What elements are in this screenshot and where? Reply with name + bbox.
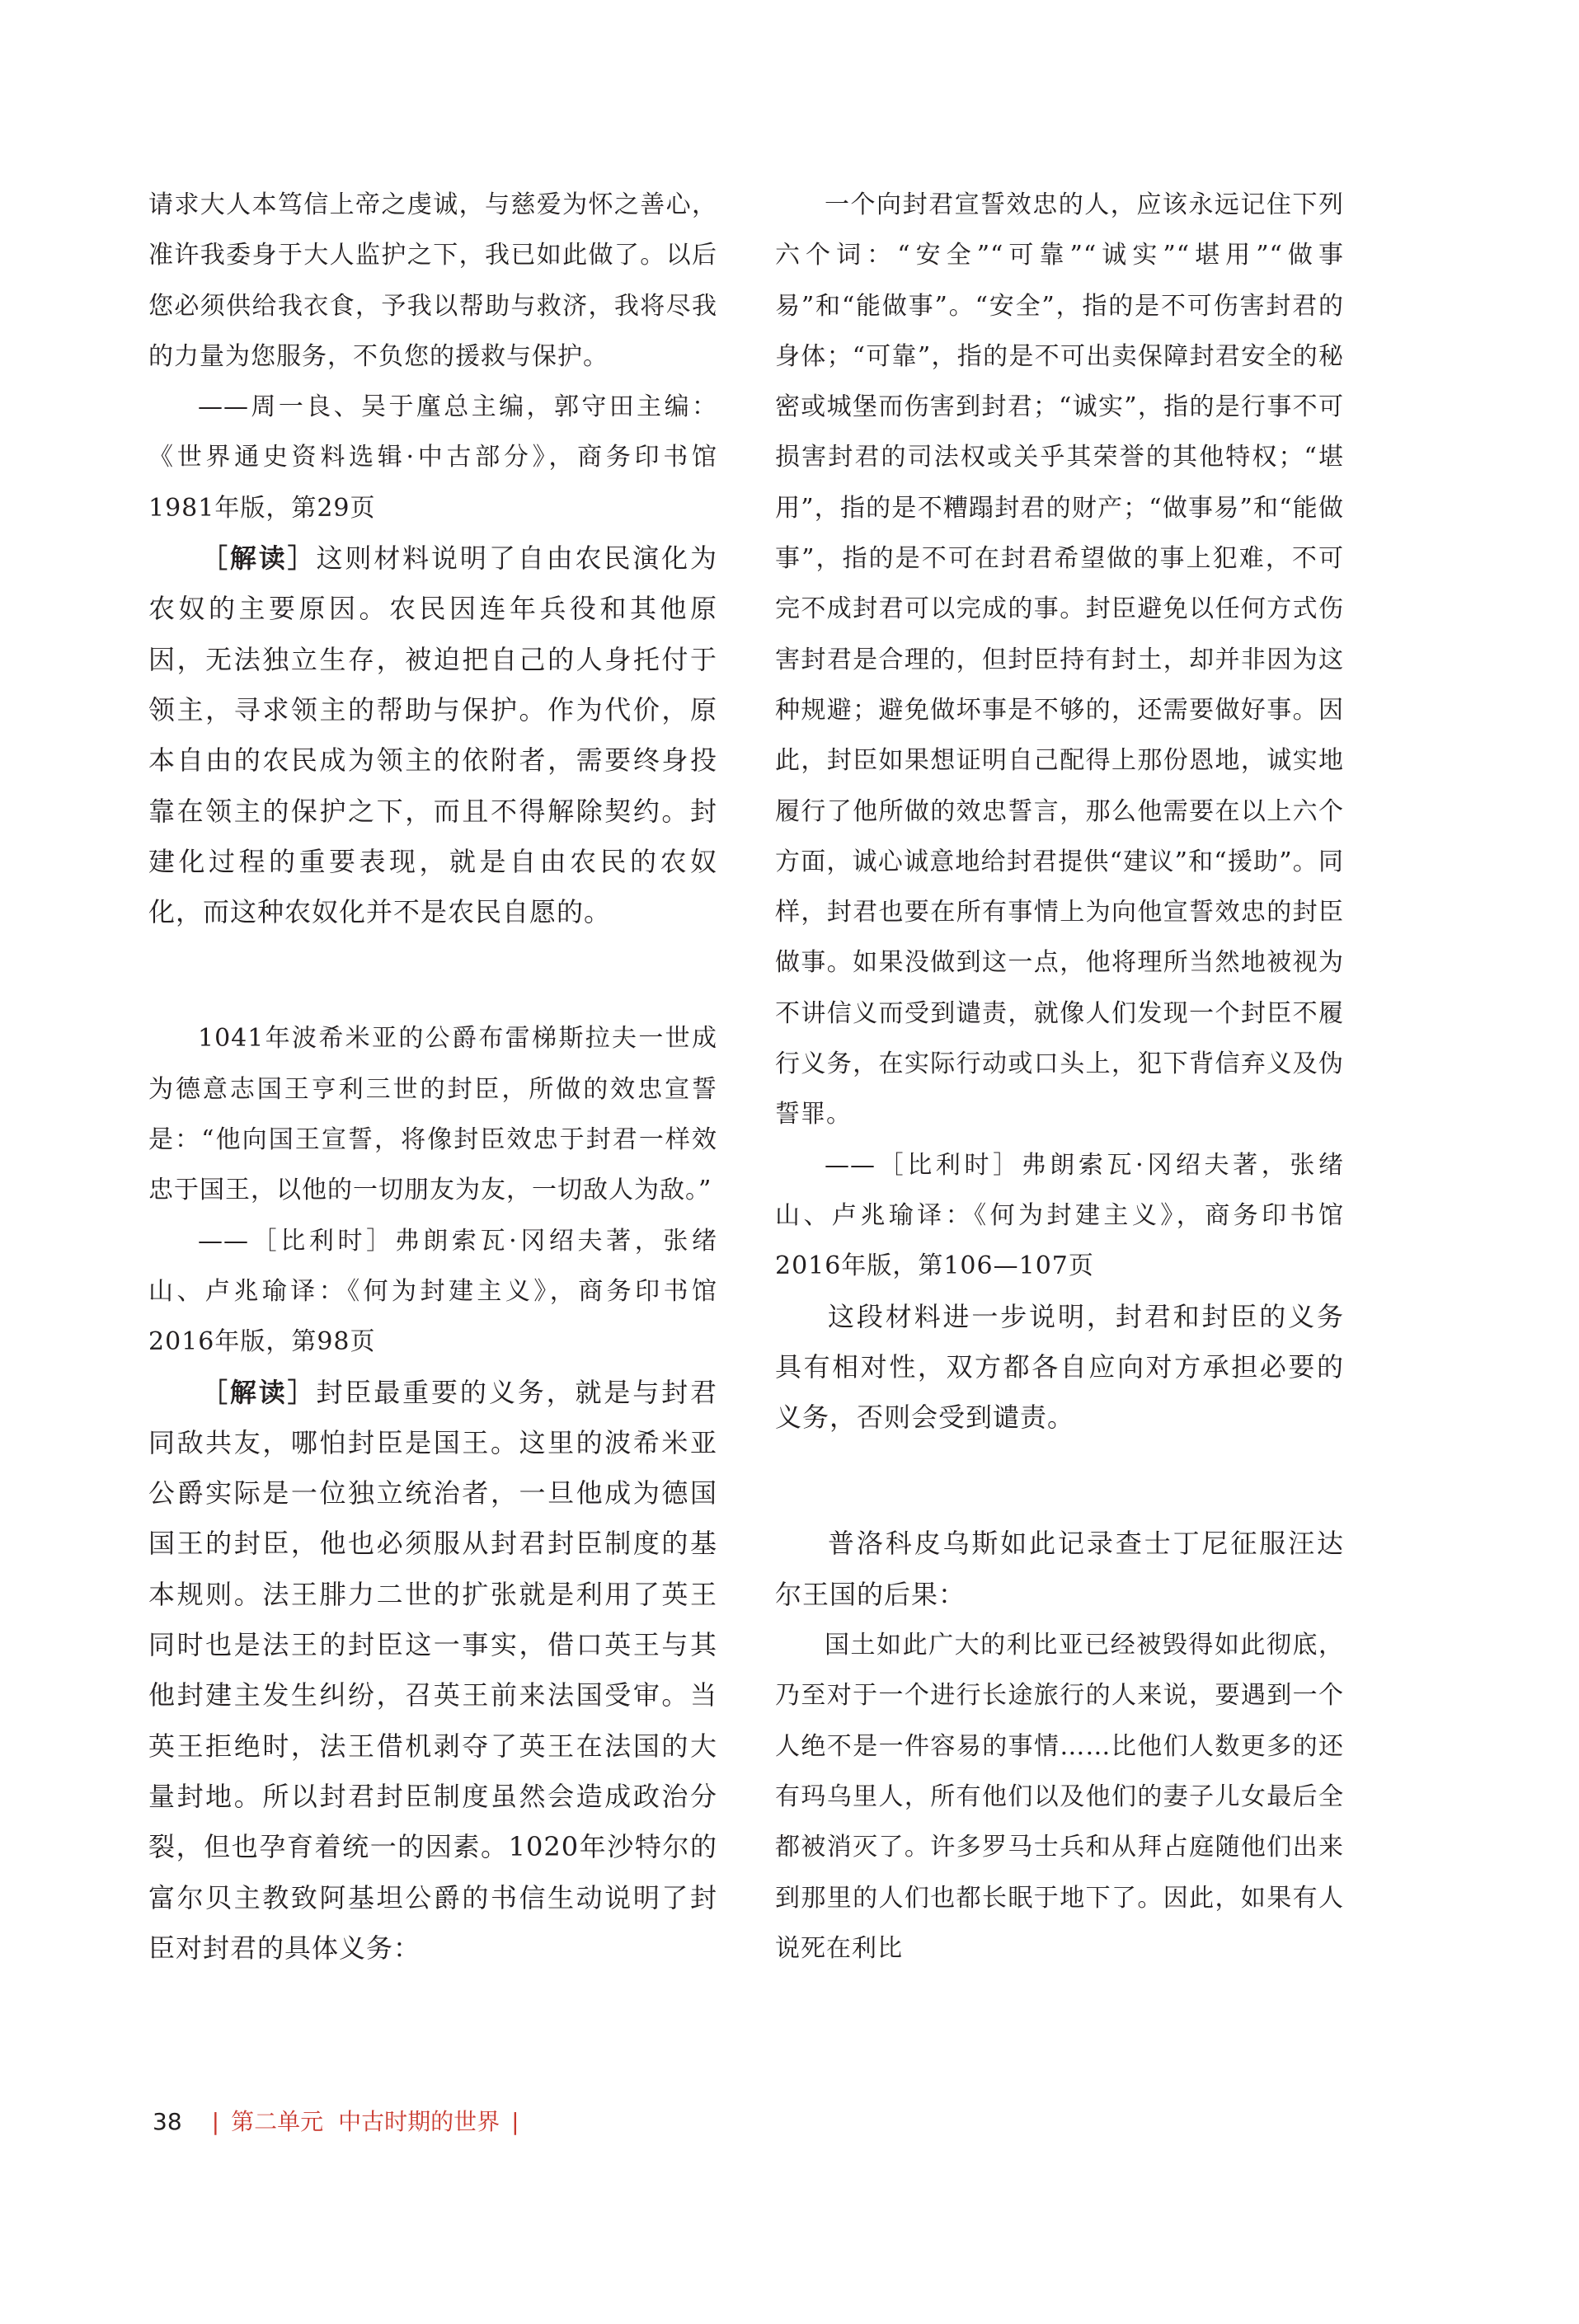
reading-text-2: 封臣最重要的义务，就是与封君同敌共友，哪怕封臣是国王。这里的波希米亚公爵实际是一位独立统治者，一旦他成为德国国王的封臣，他也必须服从封君封臣制度的基本规则。法王腓力二世的扩张就是利用了英王同时也是法王的封臣这一事实，借口英王与其他封建主发生纠纷，召英王前来法国受审。当英王拒绝时，法王借机剥夺了英王在法国的大量封地。所以封君封臣制度虽然会造成政治分裂，但也孕育着统一的因素。1020年沙特尔的富尔贝主教致阿基坦公爵的书信生动说明了封臣对封君的具体义务： [148,1376,717,1964]
reading-paragraph-1 [148,533,717,937]
source-quote-bretislav: 1041年波希米亚的公爵布雷梯斯拉夫一世成为德意志国王亨利三世的封臣，所做的效忠宣誓是：“他向国王宣誓，将像封臣效忠于封君一样效忠于国王，以他的一切朋友为友，一切敌人为敌。” [148,1024,717,1205]
intro-paragraph-procopius: 普洛科皮乌斯如此记录查士丁尼征服汪达尔王国的后果： [775,1528,1344,1610]
reading-label: ［解读］ [201,1376,317,1408]
reading-text-1: 这则材料说明了自由农民演化为农奴的主要原因。农民因连年兵役和其他原因，无法独立生存，被迫把自己的人身托付于领主，寻求领主的帮助与保护。作为代价，原本自由的农民成为领主的依附者，需要终身投靠在领主的保护之下，而且不得解除契约。封建化过程的重要表现，就是自由农民的农奴化，而这种农奴化并不是农民自愿的。 [148,542,717,928]
footer-divider: | [511,2108,519,2135]
left-column [148,180,717,1974]
section-gap [148,937,717,1013]
reading-label: ［解读］ [201,542,317,575]
source-quote-libya: 国土如此广大的利比亚已经被毁得如此彻底，乃至对于一个进行长途旅行的人来说，要遇到一个人绝不是一件容易的事情……比他们人数更多的还有玛乌里人，所有他们以及他们的妻子儿女最后全都被消灭了。许多罗马士兵和从拜占庭随他们出来到那里的人们也都长眠于地下了。因此，如果有人说死在利比 [775,1631,1344,1963]
right-column [775,180,1344,1974]
commentary-paragraph: 这段材料进一步说明，封君和封臣的义务具有相对性，双方都各自应向对方承担必要的义务，否则会受到谴责。 [775,1300,1344,1434]
citation-source-1: ——周一良、吴于廑总主编，郭守田主编：《世界通史资料选辑·中古部分》，商务印书馆1981年版，第29页 [148,392,717,523]
footer-divider: | [211,2108,220,2135]
chapter-title: 中古时期的世界 [338,2108,500,2135]
source-quote-homage: 请求大人本笃信上帝之虔诚，与慈爱为怀之善心，准许我委身于大人监护之下，我已如此做了。以后您必须供给我衣食，予我以帮助与救济，我将尽我的力量为您服务，不负您的援救与保护。 [148,190,717,371]
section-gap [775,1443,1344,1519]
unit-title: 第二单元 [231,2108,324,2135]
citation-source-2: ——［比利时］弗朗索瓦·冈绍夫著，张绪山、卢兆瑜译：《何为封建主义》，商务印书馆2016年版，第98页 [148,1226,717,1357]
page-number: 38 [153,2108,182,2135]
source-quote-six-words: 一个向封君宣誓效忠的人，应该永远记住下列六个词：“安全”“可靠”“诚实”“堪用”“做事易”和“能做事”。“安全”，指的是不可伤害封君的身体；“可靠”，指的是不可出卖保障封君安全的秘密或城堡而伤害到封君；“诚实”，指的是行事不可损害封君的司法权或关乎其荣誉的其他特权；“堪用”，指的是不糟蹋封君的财产；“做事易”和“能做事”，指的是不可在封君希望做的事上犯难，不可完不成封君可以完成的事。封臣避免以任何方式伤害封君是合理的，但封臣持有封土，却并非因为这种规避；避免做坏事是不够的，还需要做好事。因此，封臣如果想证明自己配得上那份恩地，诚实地履行了他所做的效忠誓言，那么他需要在以上六个方面，诚心诚意地给封君提供“建议”和“援助”。同样，封君也要在所有事情上为向他宣誓效忠的封臣做事。如果没做到这一点，他将理所当然地被视为不讲信义而受到谴责，就像人们发现一个封臣不履行义务，在实际行动或口头上，犯下背信弃义及伪誓罪。 [775,190,1344,1129]
reading-paragraph-2 [148,1368,717,1974]
page-footer [153,2104,531,2137]
citation-source-3: ——［比利时］弗朗索瓦·冈绍夫著，张绪山、卢兆瑜译：《何为封建主义》，商务印书馆2016年版，第106—107页 [775,1150,1344,1281]
